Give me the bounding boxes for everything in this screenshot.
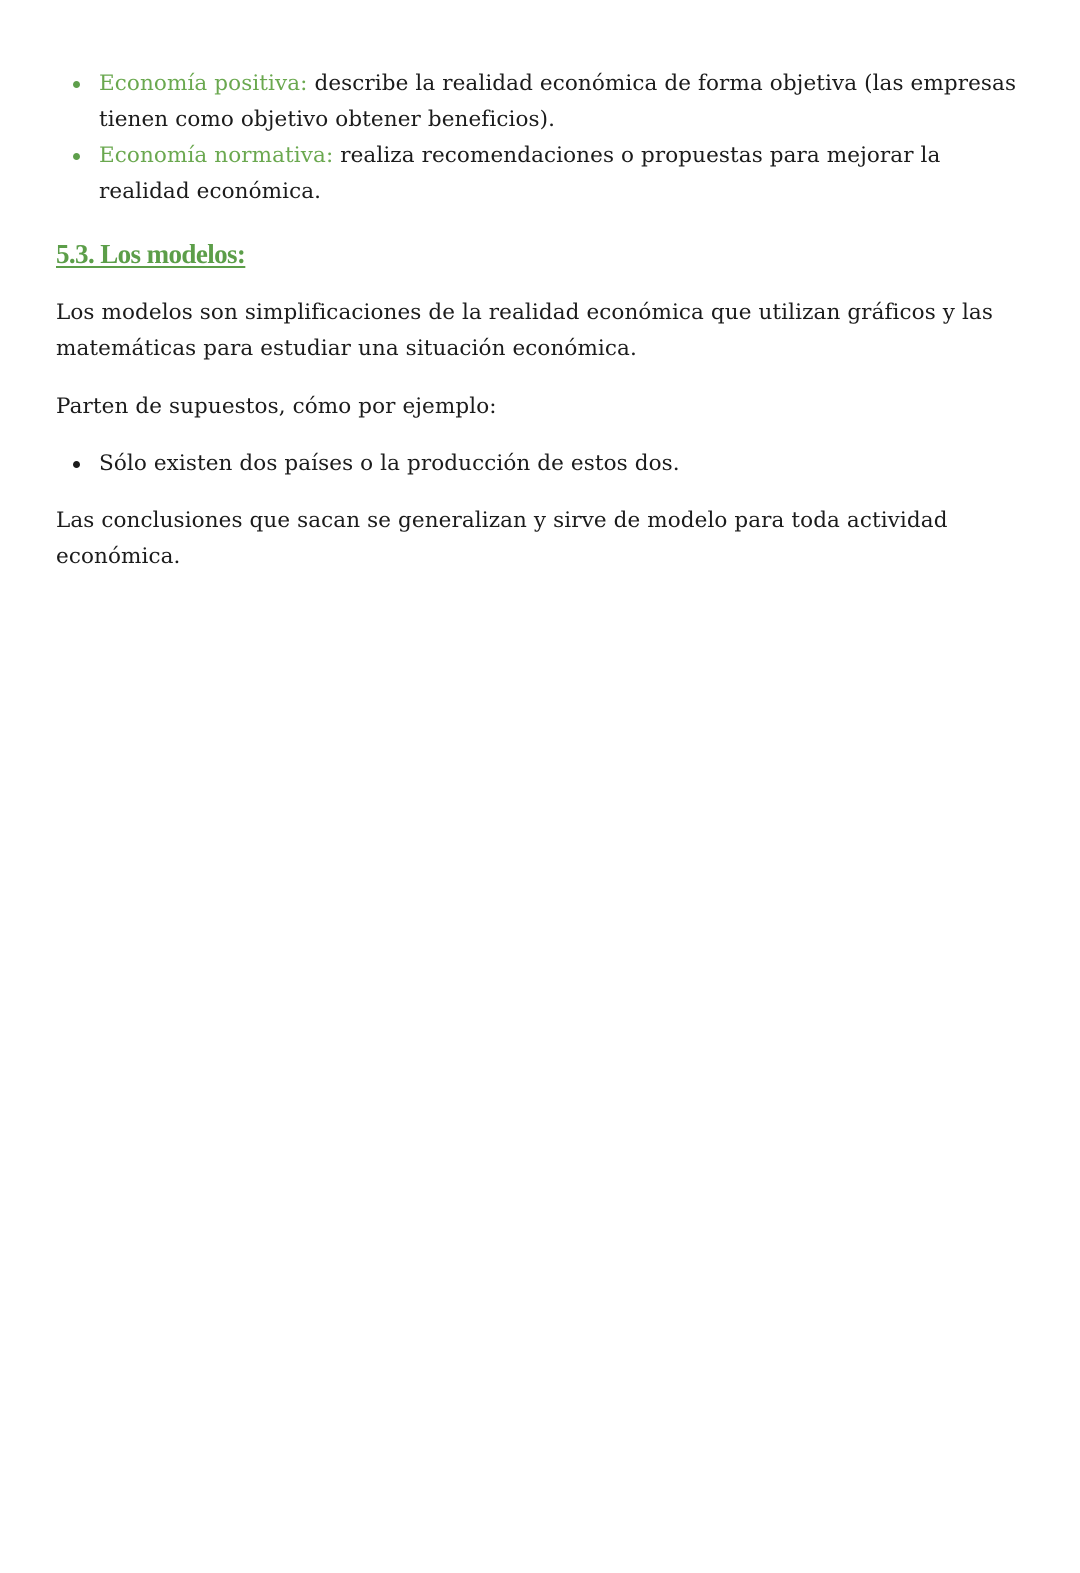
list-item-normative-economy	[56, 138, 1036, 210]
document-page	[56, 66, 1036, 575]
list-item-assumption	[56, 446, 1036, 482]
economy-types-list	[56, 66, 1036, 210]
bullet-icon	[73, 461, 80, 468]
paragraph-conclusions: Las conclusiones que sacan se generalizan y sirve de modelo para toda actividad económica.	[56, 508, 948, 569]
list-item-positive-economy	[56, 66, 1036, 138]
term-normative-economy: Economía normativa:	[99, 143, 334, 168]
bullet-icon	[73, 81, 80, 88]
paragraph-models-definition: Los modelos son simplificaciones de la realidad económica que utilizan gráficos y las matemáticas para estudiar una situación económica.	[56, 300, 993, 361]
definition-positive-economy: describe la realidad económica de forma objetiva (las empresas tienen como objetivo obtener beneficios).	[99, 71, 1017, 132]
bullet-icon	[73, 153, 80, 160]
definition-normative-economy: realiza recomendaciones o propuestas para mejorar la realidad económica.	[99, 143, 941, 204]
assumptions-list	[56, 446, 1036, 482]
section-heading: 5.3. Los modelos:	[56, 239, 246, 269]
term-positive-economy: Economía positiva:	[99, 71, 308, 96]
paragraph-assumptions-intro: Parten de supuestos, cómo por ejemplo:	[56, 394, 497, 419]
assumption-text: Sólo existen dos países o la producción de estos dos.	[99, 451, 680, 476]
